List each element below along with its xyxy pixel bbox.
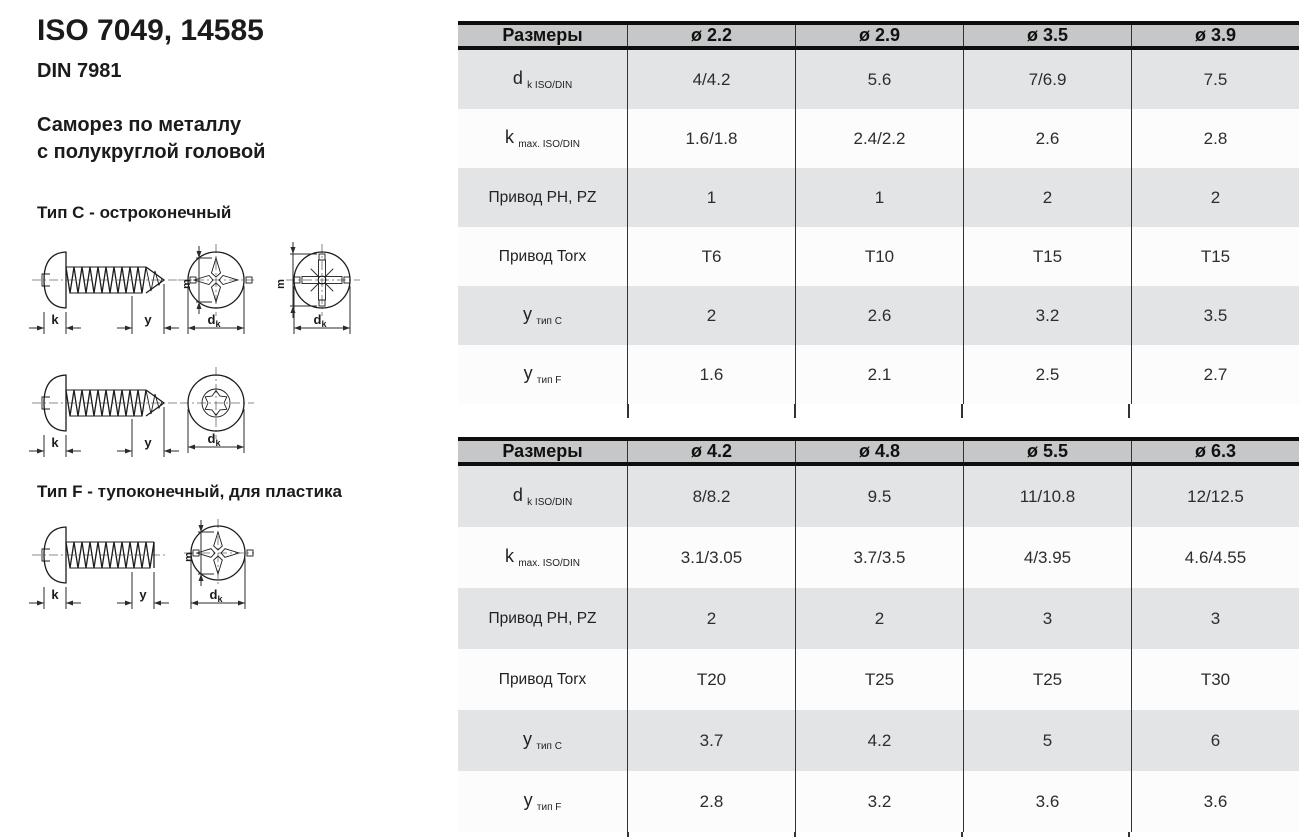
row-label-main: у (523, 303, 533, 324)
dim-label-m: m (183, 552, 195, 562)
table-row (458, 48, 1299, 109)
screw-side-view-pointed (29, 252, 179, 334)
value-cell: 1.6 (628, 345, 796, 404)
value-cell: 3.7 (628, 710, 796, 771)
dimensions-table-large (458, 437, 1299, 832)
value-cell: 4.2 (796, 710, 964, 771)
diameter-column-header: ø 6.3 (1132, 439, 1300, 464)
table-row (458, 464, 1299, 527)
row-label (458, 286, 628, 345)
value-cell: 2 (796, 588, 964, 649)
row-label (458, 227, 628, 286)
value-cell: 2.1 (796, 345, 964, 404)
type-c-screw-torx-drawing (28, 352, 328, 460)
column-separator-extension (961, 832, 963, 837)
value-cell: T30 (1132, 649, 1300, 710)
screw-side-view-blunt (29, 527, 169, 609)
value-cell: 1 (628, 168, 796, 227)
row-label (458, 771, 628, 832)
diameter-column-header: ø 4.2 (628, 439, 796, 464)
dim-label-k: k (51, 312, 59, 327)
value-cell: 2.7 (1132, 345, 1300, 404)
torx-head-view (180, 367, 254, 453)
dim-label-y: y (144, 312, 152, 327)
row-label-main: Привод PH, PZ (488, 188, 597, 206)
page-title: ISO 7049, 14585 (37, 14, 264, 47)
value-cell: 3.2 (964, 286, 1132, 345)
dim-label-y: y (144, 435, 152, 450)
table-row (458, 710, 1299, 771)
value-cell: 3.1/3.05 (628, 527, 796, 588)
product-description-line2: с полукруглой головой (37, 141, 266, 163)
row-label-main: d (512, 484, 523, 505)
row-label (458, 649, 628, 710)
value-cell: 11/10.8 (964, 464, 1132, 527)
value-cell: 2 (628, 588, 796, 649)
row-label-main: Привод PH, PZ (488, 609, 597, 627)
row-label-sub: тип F (536, 802, 562, 814)
row-label-main: d (512, 67, 523, 88)
value-cell: T25 (796, 649, 964, 710)
row-label (458, 168, 628, 227)
value-cell: 2.6 (964, 109, 1132, 168)
dim-label-m: m (181, 279, 193, 289)
dimensions-table-small (458, 21, 1299, 404)
dim-label-k: k (51, 587, 59, 602)
row-label (458, 464, 628, 527)
row-label-main: у (523, 789, 533, 810)
column-separator-extension (1128, 404, 1130, 418)
value-cell: 4/4.2 (628, 48, 796, 109)
diameter-column-header: ø 4.8 (796, 439, 964, 464)
value-cell: T15 (964, 227, 1132, 286)
dim-label-dk: $d_k$ (207, 312, 221, 329)
dim-label-k: k (51, 435, 59, 450)
value-cell: 7/6.9 (964, 48, 1132, 109)
type-c-heading: Тип C - остроконечный (37, 203, 232, 222)
value-cell: 2.5 (964, 345, 1132, 404)
value-cell: 9.5 (796, 464, 964, 527)
table-row (458, 345, 1299, 404)
value-cell: 2 (964, 168, 1132, 227)
value-cell: 2.4/2.2 (796, 109, 964, 168)
row-label-sub: max. ISO/DIN (518, 139, 580, 151)
table-row (458, 168, 1299, 227)
screw-side-view-pointed (29, 375, 179, 457)
row-label (458, 588, 628, 649)
row-label-main: у (523, 728, 533, 749)
value-cell: 1.6/1.8 (628, 109, 796, 168)
dim-label-dk: $d_k$ (207, 431, 221, 448)
dim-label-dk: $d_k$ (209, 587, 223, 604)
value-cell: 2 (1132, 168, 1300, 227)
row-label-sub: тип F (536, 375, 562, 387)
row-label-sub: max. ISO/DIN (518, 558, 580, 570)
value-cell: T10 (796, 227, 964, 286)
table-row (458, 227, 1299, 286)
row-label-main: Привод Torx (498, 670, 587, 688)
value-cell: 3.2 (796, 771, 964, 832)
table-row (458, 588, 1299, 649)
standard-subtitle: DIN 7981 (37, 60, 122, 82)
diameter-column-header: ø 5.5 (964, 439, 1132, 464)
column-separator-extension (794, 404, 796, 418)
value-cell: 2.8 (1132, 109, 1300, 168)
row-label-main: k (505, 126, 514, 147)
value-cell: T15 (1132, 227, 1300, 286)
dim-label-m: m (275, 279, 287, 289)
table-row (458, 286, 1299, 345)
value-cell: 4.6/4.55 (1132, 527, 1300, 588)
value-cell: 6 (1132, 710, 1300, 771)
phillips-head-view (178, 244, 254, 334)
row-label-sub: тип C (536, 316, 562, 328)
value-cell: T25 (964, 649, 1132, 710)
row-label-main: у (523, 362, 533, 383)
value-cell: 3.6 (1132, 771, 1300, 832)
type-f-screw-drawing (28, 512, 348, 612)
value-cell: 5 (964, 710, 1132, 771)
value-cell: 3.6 (964, 771, 1132, 832)
value-cell: 8/8.2 (628, 464, 796, 527)
row-label (458, 109, 628, 168)
value-cell: 3.7/3.5 (796, 527, 964, 588)
row-label (458, 527, 628, 588)
table-corner-label: Размеры (458, 23, 628, 48)
row-label (458, 345, 628, 404)
row-label-sub: k ISO/DIN (527, 80, 573, 92)
value-cell: T20 (628, 649, 796, 710)
dim-label-dk: $d_k$ (313, 312, 327, 329)
value-cell: 5.6 (796, 48, 964, 109)
diameter-column-header: ø 2.9 (796, 23, 964, 48)
value-cell: 4/3.95 (964, 527, 1132, 588)
value-cell: 2 (628, 286, 796, 345)
column-separator-extension (627, 404, 629, 418)
row-label (458, 710, 628, 771)
table-row (458, 771, 1299, 832)
pozidriv-head-view (275, 242, 360, 334)
column-separator-extension (627, 832, 629, 837)
type-f-heading: Тип F - тупоконечный, для пластика (37, 482, 342, 501)
value-cell: 3 (964, 588, 1132, 649)
diameter-column-header: ø 3.9 (1132, 23, 1300, 48)
table-header-row (458, 23, 1299, 48)
diameter-column-header: ø 2.2 (628, 23, 796, 48)
diameter-column-header: ø 3.5 (964, 23, 1132, 48)
table-row (458, 649, 1299, 710)
row-label-sub: тип C (536, 741, 562, 753)
value-cell: 2.8 (628, 771, 796, 832)
row-label (458, 48, 628, 109)
product-description-line1: Саморез по металлу (37, 114, 242, 136)
table-row (458, 109, 1299, 168)
value-cell: T6 (628, 227, 796, 286)
phillips-head-view (183, 519, 254, 609)
table-header-row (458, 439, 1299, 464)
value-cell: 3.5 (1132, 286, 1300, 345)
table-row (458, 527, 1299, 588)
row-label-main: k (505, 545, 514, 566)
value-cell: 7.5 (1132, 48, 1300, 109)
type-c-screw-ph-pz-drawing (28, 234, 388, 346)
value-cell: 3 (1132, 588, 1300, 649)
column-separator-extension (1128, 832, 1130, 837)
table-corner-label: Размеры (458, 439, 628, 464)
column-separator-extension (794, 832, 796, 837)
value-cell: 12/12.5 (1132, 464, 1300, 527)
product-description (37, 112, 265, 166)
row-label-main: Привод Torx (498, 247, 587, 265)
row-label-sub: k ISO/DIN (527, 497, 573, 509)
value-cell: 1 (796, 168, 964, 227)
column-separator-extension (961, 404, 963, 418)
value-cell: 2.6 (796, 286, 964, 345)
dim-label-y: y (139, 587, 147, 602)
